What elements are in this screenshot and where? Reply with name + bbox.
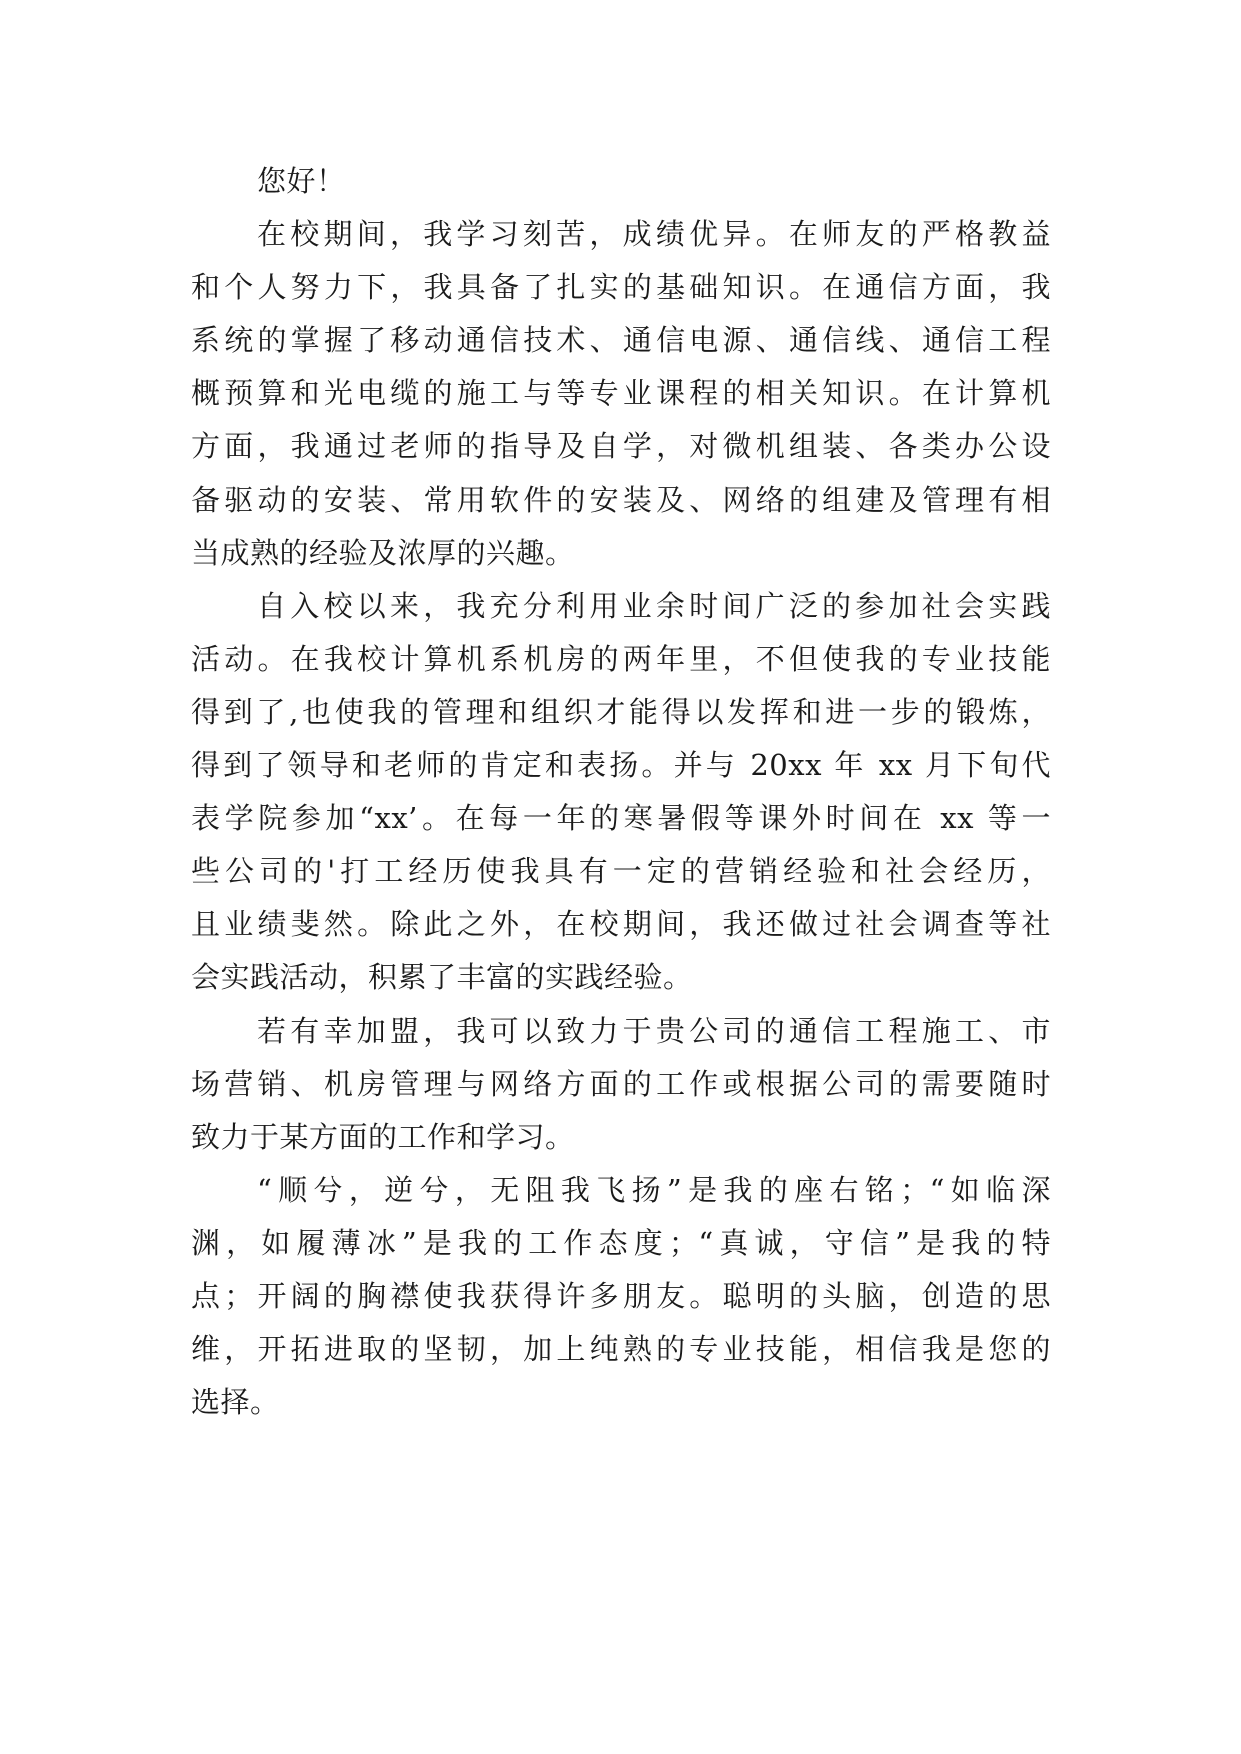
greeting-text: 您好！: [257, 164, 346, 198]
paragraph-intent: [191, 1005, 1051, 1164]
paragraph-line: 致力于某方面的工作和学习。: [191, 1119, 575, 1154]
paragraph-line: 点；开阔的胸襟使我获得许多朋友。聪明的头脑，创造的思: [191, 1278, 1051, 1313]
paragraph-line: 得到了,也使我的管理和组织才能得以发挥和进一步的锻炼，: [191, 694, 1051, 729]
paragraph-line: 维，开拓进取的坚韧，加上纯熟的专业技能，相信我是您的: [191, 1332, 1051, 1367]
paragraph-line: 表学院参加“xx’。在每一年的寒暑假等课外时间在 xx 等一: [191, 801, 1051, 836]
paragraph-line: 自入校以来，我充分利用业余时间广泛的参加社会实践: [257, 588, 1051, 623]
paragraph-line: 会实践活动，积累了丰富的实践经验。: [191, 960, 693, 995]
paragraph-practice: [191, 580, 1051, 1005]
paragraph-line: 选择。: [191, 1385, 280, 1420]
paragraph-line: 渊，如履薄冰”是我的工作态度；“真诚，守信”是我的特: [191, 1225, 1051, 1260]
paragraph-line: 且业绩斐然。除此之外，在校期间，我还做过社会调查等社: [191, 907, 1051, 942]
paragraph-line: 在校期间，我学习刻苦，成绩优异。在师友的严格教益: [257, 217, 1051, 252]
paragraph-line: 场营销、机房管理与网络方面的工作或根据公司的需要随时: [191, 1066, 1051, 1101]
paragraph-motto: [191, 1164, 1051, 1429]
paragraph-line: “顺兮，逆兮，无阻我飞扬”是我的座右铭；“如临深: [257, 1172, 1051, 1207]
greeting: [191, 155, 1051, 208]
paragraph-line: 若有幸加盟，我可以致力于贵公司的通信工程施工、市: [257, 1013, 1051, 1048]
paragraph-line: 方面，我通过老师的指导及自学，对微机组装、各类办公设: [191, 429, 1051, 464]
paragraph-line: 概预算和光电缆的施工与等专业课程的相关知识。在计算机: [191, 376, 1051, 411]
paragraph-line: 得到了领导和老师的肯定和表扬。并与 20xx 年 xx 月下旬代: [191, 748, 1051, 783]
paragraph-line: 些公司的'打工经历使我具有一定的营销经验和社会经历，: [191, 854, 1051, 889]
paragraph-line: 系统的掌握了移动通信技术、通信电源、通信线、通信工程: [191, 323, 1051, 358]
paragraph-line: 和个人努力下，我具备了扎实的基础知识。在通信方面，我: [191, 270, 1051, 305]
paragraph-study: [191, 208, 1051, 580]
paragraph-line: 活动。在我校计算机系机房的两年里，不但使我的专业技能: [191, 641, 1051, 676]
paragraph-line: 当成熟的经验及浓厚的兴趣。: [191, 535, 575, 570]
letter-body: [191, 155, 1051, 1429]
paragraph-line: 备驱动的安装、常用软件的安装及、网络的组建及管理有相: [191, 482, 1051, 517]
